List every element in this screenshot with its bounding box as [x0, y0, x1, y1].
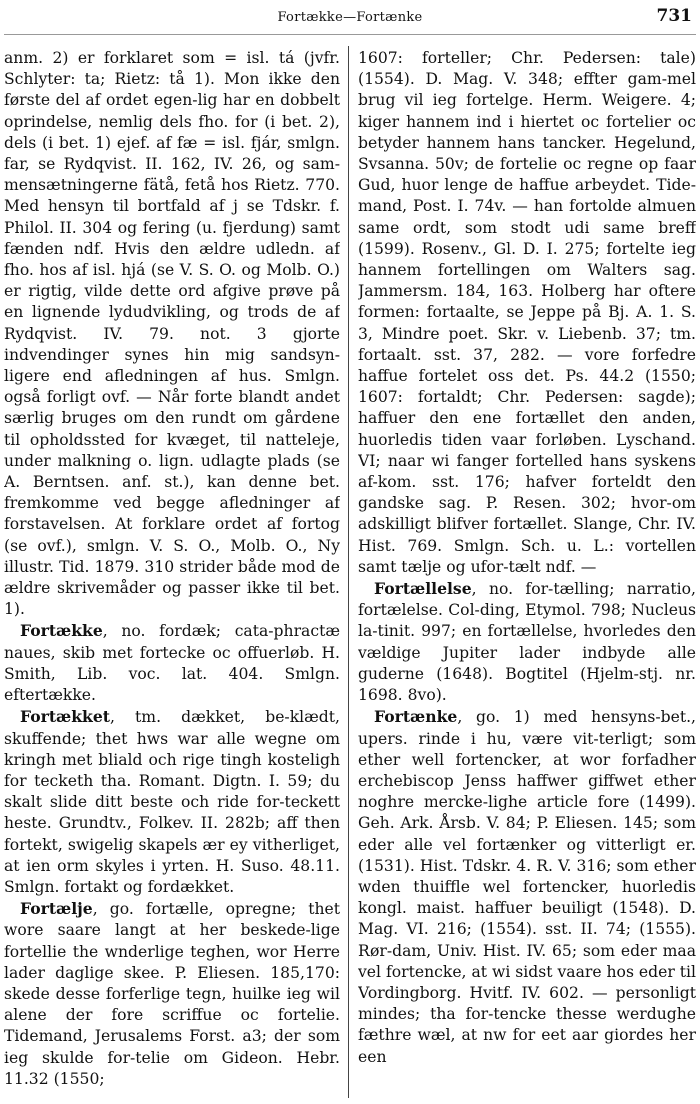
- entry-fortaelje: [4, 898, 340, 1090]
- headword: Fortænke: [374, 707, 458, 727]
- headword: Fortække: [20, 621, 103, 641]
- entry-text: , go. 1) med hensyns-bet., upers. rinde i hu, være vit-terligt; som ether well fortencker, at wor forfadher erchebiscop Jenss haffwer giffwet ether noghre mercke-lighe article fore (1499). Geh. Ark. Årsb. V. 84; P. Eliesen. 145; som eder alle vel fortænker og vitterligt er. (1531). Hist. Tdskr. 4. R. V. 316; som ether wden thuiffle wel fortencker, huorledis kongl. maist. haffuer beuiligt (1548). D. Mag. VI. 216; (1554). sst. II. 74; (1555). Rør-dam, Univ. Hist. IV. 65; som eder maa vel fortencke, at wi sidst vaare hos eder til Vordingborg. Hvitf. IV. 602. — personligt mindes; tha for-tencke thesse werdughe fæthre wæl, at nw for eet aar giordes her een: [358, 708, 696, 1066]
- entry-continuation: [4, 48, 340, 620]
- entry-fortaekke: [4, 620, 340, 706]
- header-rule: [4, 34, 696, 35]
- headword: Fortællelse: [374, 579, 472, 599]
- entry-fortaekket: [4, 706, 340, 898]
- column-divider: [348, 46, 349, 1098]
- running-head: Fortække—Fortænke: [277, 10, 423, 25]
- left-column: [4, 48, 340, 1098]
- page-number: 731: [656, 6, 692, 26]
- entry-continuation: [358, 48, 696, 578]
- entry-fortaenke: [358, 706, 696, 1067]
- headword: Fortælje: [20, 899, 93, 919]
- right-column: [358, 48, 696, 1098]
- entry-text: 1607: forteller; Chr. Pedersen: tale) (1554). D. Mag. V. 348; effter gam-mel brug vil ieg fortelge. Herm. Weigere. 4; kiger hannem ind i hiertet oc fortelier oc betyder hannem hans tancker. Hegelund, Svsanna. 50v; de fortelie oc regne op faar Gud, huor lenge de haffue arbeydet. Tide-mand, Post. I. 74v. — han fortolde almuen same ordt, som stodt udi same breff (1599). Rosenv., Gl. D. I. 275; fortelte ieg hannem fortellingen om Walters sag. Jammersm. 184, 163. Holberg har oftere formen: fortaalte, se Jeppe på Bj. A. 1. S. 3, Mindre poet. Skr. v. Liebenb. 37; tm. fortaalt. sst. 37, 282. — vore forfedre haffue fortelet oss det. Ps. 44.2 (1550; 1607: fortaldt; Chr. Pedersen: sagde); haffuer den ene fortællet den anden, huorledis tiden vaar forløben. Lyschand. VI; naar wi fanger fortelled hans syskens af-kom. sst. 176; hafver forteldt den gandske sag. P. Resen. 302; hvor-om adskilligt blifver fortællet. Slange, Chr. IV. Hist. 769. Smlgn. Sch. u. L.: vortellen samt tælje og ufor-tælt ndf. —: [358, 49, 696, 576]
- entry-text: , no. for-tælling; narratio, fortælelse. Col-ding, Etymol. 798; Nucleus la-tinit. 997; en fortællelse, hvorledes den vældige Jupiter lader indbyde alle guderne (1648). Bogtitel (Hjelm-stj. nr. 1698. 8vo).: [358, 580, 696, 705]
- entry-text: , go. fortælle, opregne; thet wore saare langt at her beskede-lige fortellie the wnderlige teghen, wor Herre lader daglige skee. P. Eliesen. 185,170: skede desse forferlige tegn, huilke ieg wil alene der fore scriffue oc fortelie. Tidemand, Jerusalems Forst. a3; der som ieg skulde for-telie om Gideon. Hebr. 11.32 (1550;: [4, 900, 340, 1088]
- entry-text: anm. 2) er forklaret som = isl. tá (jvfr. Schlyter: ta; Rietz: tå 1). Mon ikke den første del af ordet egen-lig har en dobbelt oprindelse, nemlig dels fho. for (i bet. 2), dels (i bet. 1) ejef. af fæ = isl. fjár, smlgn. far, se Rydqvist. II. 162, IV. 26, og sam-mensætningerne fätå, fetå hos Rietz. 770. Med hensyn til bortfald af j se Tdskr. f. Philol. II. 304 og fering (u. fjerdung) samt fænden ndf. Hvis den ældre udledn. af fho. hos af isl. hjá (se V. S. O. og Molb. O.) er rigtig, vilde dette ord afgive prøve på en lignende lydudvikling, og trods de af Rydqvist. IV. 79. not. 3 gjorte indvendinger synes hin mig sandsyn-ligere end afledningen af hus. Smlgn. også forligt ovf. — Når forte blandt andet særlig bruges om den rundt om gårdene til opholdssted for kvæget, til natteleje, under malkning o. lign. udlagte plads (se A. Berntsen. anf. st.), kan denne bet. fremkomme ved begge afledninger af forstavelsen. At forklare ordet af fortog (se ovf.), smlgn. V. S. O., Molb. O., Ny illustr. Tid. 1879. 310 strider både mod de ældre skrivemåder og passer ikke til bet. 1).: [4, 49, 340, 619]
- entry-text: , tm. dækket, be-klædt, skuffende; thet hws war alle wegne om kringh met bliald och rige tingh kosteligh for tecketh tha. Romant. Digtn. I. 59; du skalt slide ditt beste och ride for-teckett heste. Grundtv., Folkev. II. 282b; aff then fortekt, swigelig skapels ær ey vitherliget, at ien orm skyles i yrten. H. Suso. 48.11. Smlgn. fortakt og fordækket.: [4, 708, 340, 896]
- headword: Fortækket: [20, 707, 110, 727]
- page-header: [0, 4, 700, 30]
- entry-text: , no. fordæk; cata-phractæ naues, skib met fortecke oc offuerløb. H. Smith, Lib. voc. lat. 404. Smlgn. eftertække.: [4, 622, 340, 705]
- entry-fortaellelse: [358, 578, 696, 706]
